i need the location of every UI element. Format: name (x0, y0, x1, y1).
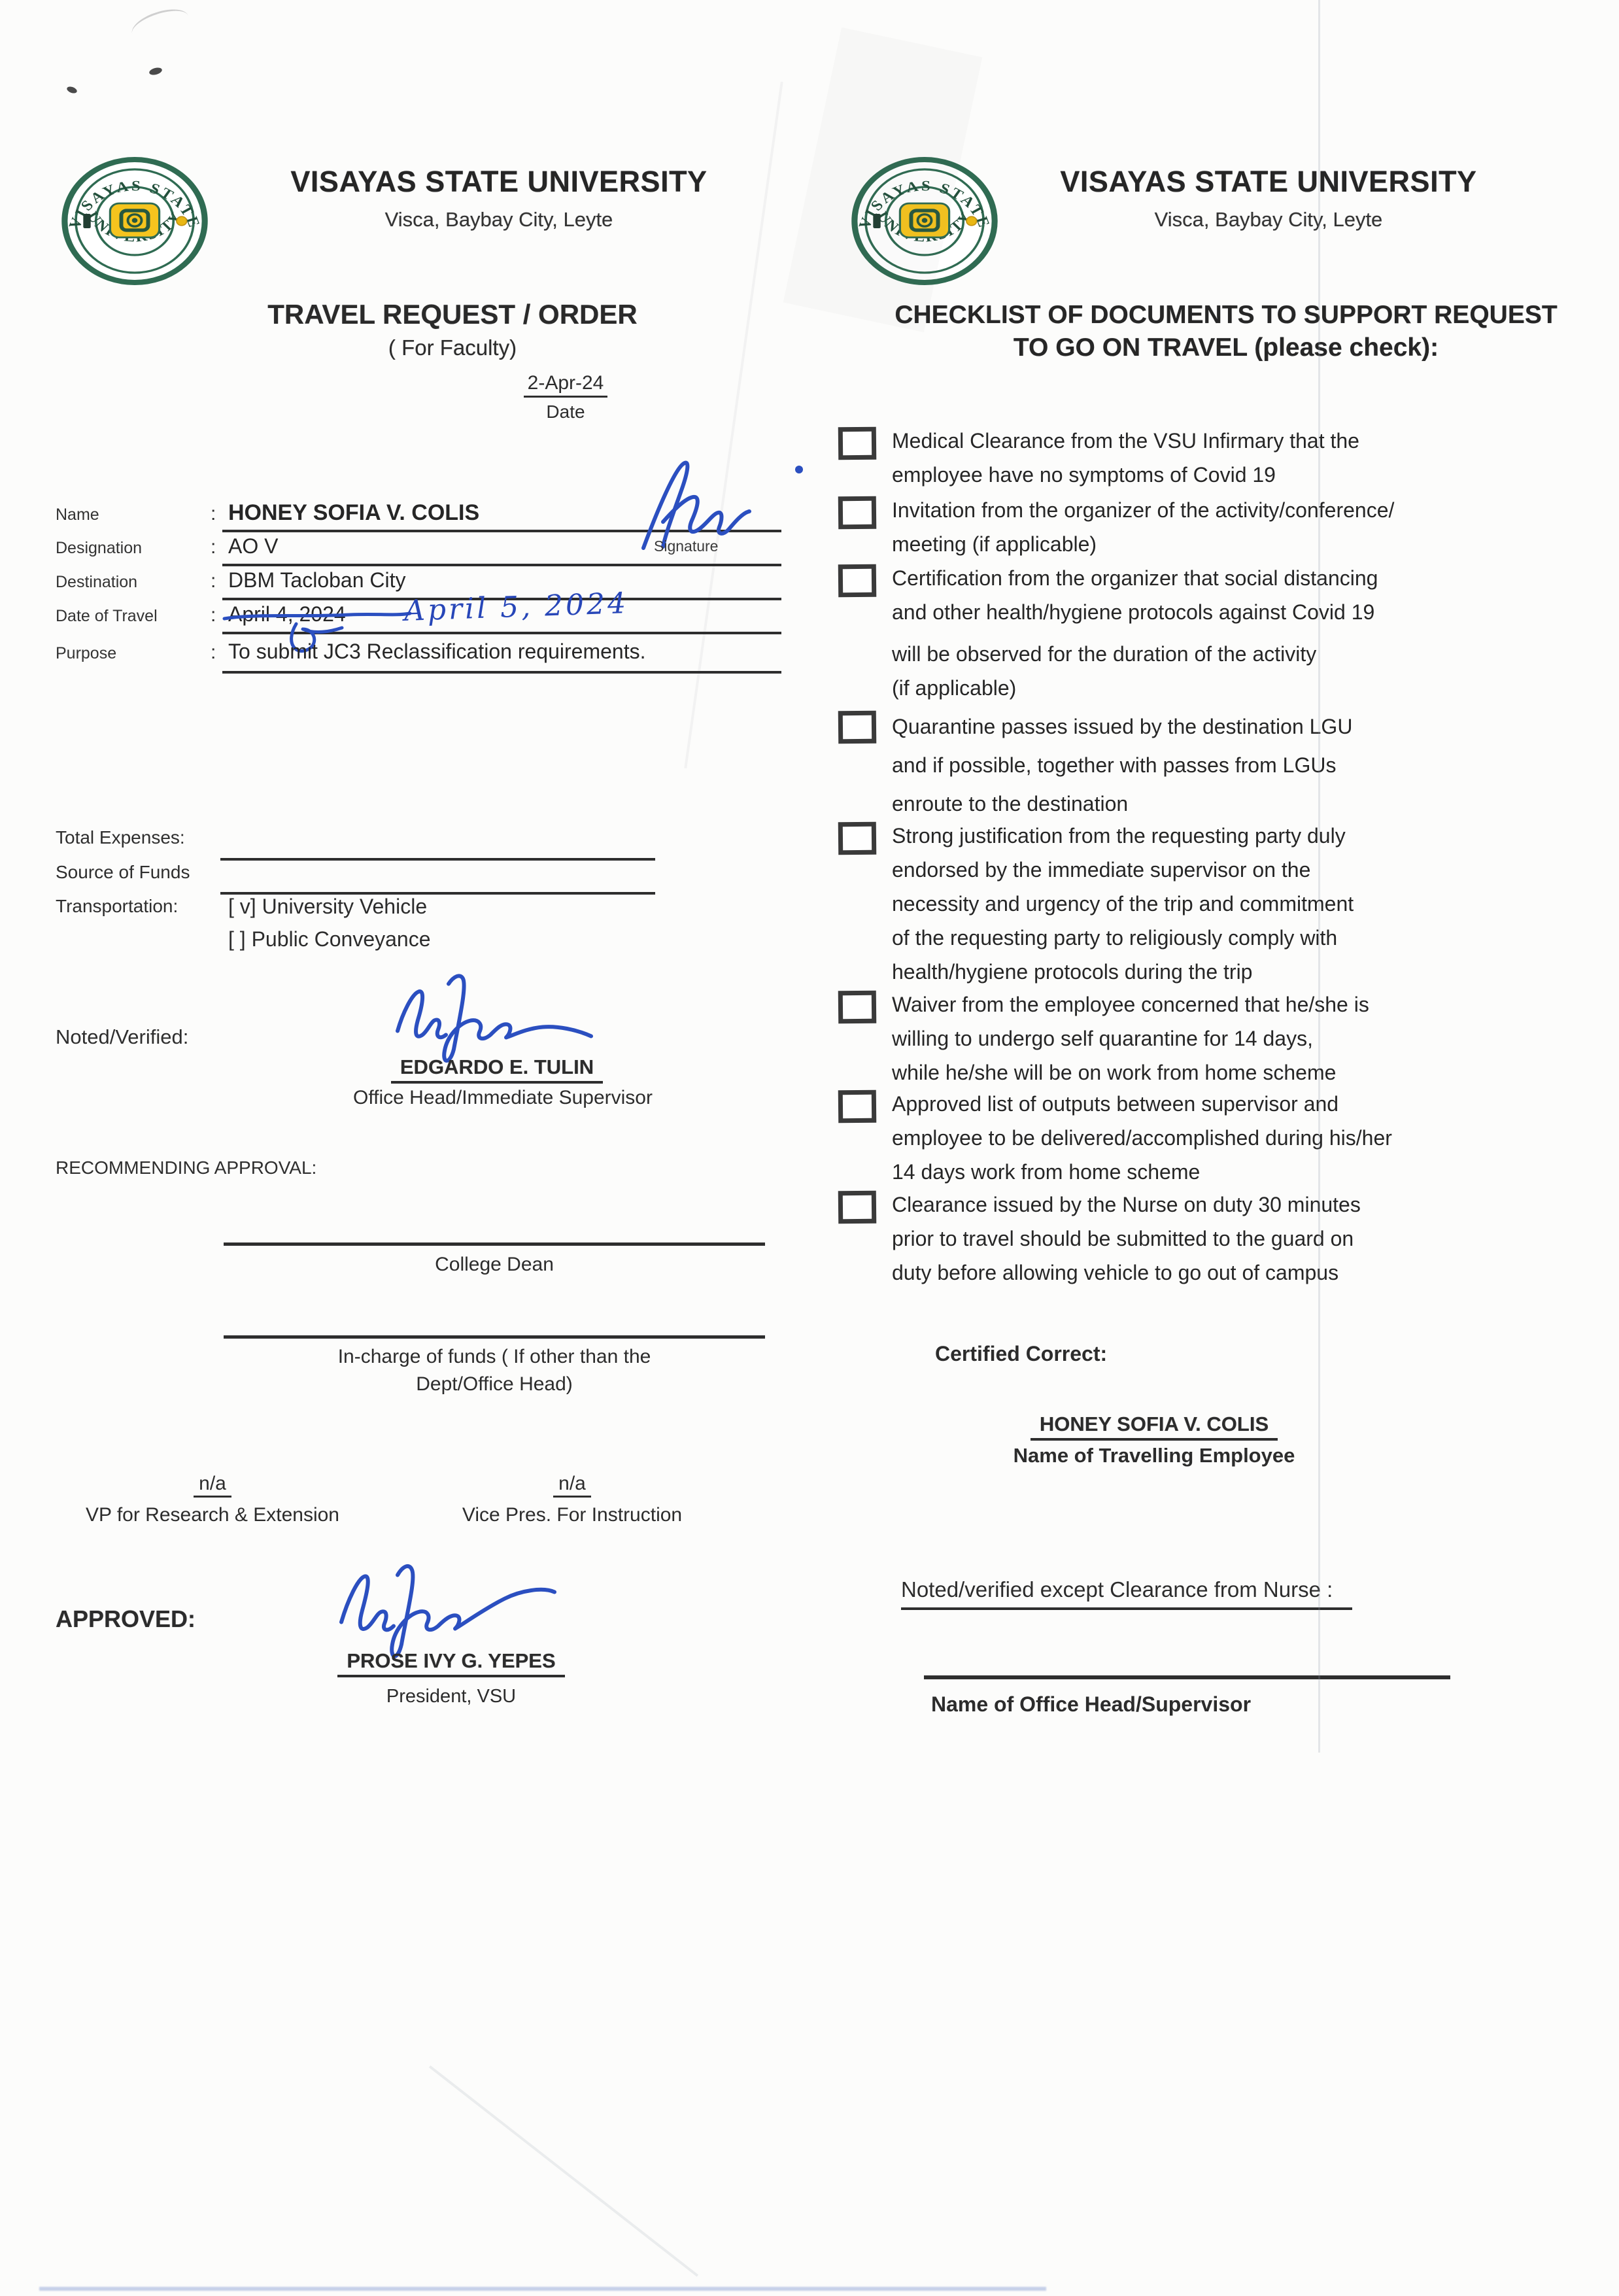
vsu-seal-logo-right (850, 156, 999, 286)
bottom-blue-smear (39, 2287, 1046, 2291)
checklist-header-line1: CHECKLIST OF DOCUMENTS TO SUPPORT REQUEST (895, 301, 1558, 329)
form-date-block (517, 372, 615, 422)
designation-row (56, 534, 278, 558)
travelling-employee-block (968, 1413, 1340, 1467)
designation-underline (222, 564, 781, 566)
checkbox-icon (838, 711, 877, 744)
president-name-block (307, 1649, 595, 1707)
checklist-item-text: Clearance issued by the Nurse on duty 30 minutes prior to travel should be submitted to the guard on duty before allowing vehicle to go out of campus (892, 1193, 1361, 1284)
checklist-item-text: Approved list of outputs between supervisor and employee to be delivered/accomplished during his/her 14 days work from home scheme (892, 1092, 1392, 1184)
incharge-label-line2: Dept/Office Head) (416, 1373, 573, 1395)
checklist-item-text: Strong justification from the requesting party duly endorsed by the immediate supervisor on the necessity and urgency of the trip and commitment of the requesting party to religiously comply with health/hygiene protocols during the trip (892, 824, 1354, 984)
checkbox-icon (838, 496, 877, 530)
checklist-item (838, 987, 1369, 1089)
checkbox-icon (838, 822, 877, 855)
name-label: Name (56, 505, 99, 524)
designation-label: Designation (56, 539, 143, 557)
president-signature-ink (327, 1545, 562, 1666)
form-title-block (256, 299, 649, 360)
form-date-value: 2-Apr-24 (524, 372, 608, 398)
college-dean-line (224, 1242, 765, 1246)
checklist-item (838, 1188, 1361, 1290)
checklist-item (838, 424, 1359, 492)
travel-date-old-value: April 4, 2024 (228, 602, 346, 626)
recommending-approval-label: RECOMMENDING APPROVAL: (56, 1157, 317, 1178)
ink-speck (148, 67, 163, 77)
checklist-item (838, 819, 1354, 989)
checklist-item-text: Waiver from the employee concerned that he/she is willing to undergo self quarantine for 14 days, while he/she will be on work from home scheme (892, 993, 1369, 1084)
vp-instruction-na: n/a (553, 1473, 591, 1498)
checklist-item (838, 1087, 1392, 1189)
total-expenses-underline (220, 858, 655, 861)
form-subtitle: ( For Faculty) (388, 335, 517, 360)
noted-verified-label: Noted/Verified: (56, 1025, 189, 1048)
colon: : (211, 604, 216, 626)
purpose-row (56, 640, 645, 664)
colon: : (211, 642, 216, 663)
transportation-label: Transportation: (56, 896, 179, 916)
university-address-right: Visca, Baybay City, Leyte (1154, 208, 1383, 231)
ink-speck (66, 86, 78, 95)
vp-instruction-label: Vice Pres. For Instruction (462, 1504, 683, 1526)
purpose-value: To submit JC3 Reclassification requirements. (228, 640, 646, 663)
colon: : (211, 503, 216, 524)
checklist-item (838, 708, 1352, 823)
checklist-item-text: Invitation from the organizer of the activity/conference/ meeting (if applicable) (892, 498, 1395, 556)
vp-instruction-block (425, 1473, 719, 1526)
travelling-employee-label: Name of Travelling Employee (1013, 1444, 1295, 1467)
supervisor-signature-ink (386, 956, 602, 1071)
colon: : (211, 536, 216, 558)
office-head-label: Name of Office Head/Supervisor (931, 1692, 1252, 1716)
vsu-seal-logo-left (60, 156, 209, 286)
checkbox-icon (838, 991, 877, 1024)
supervisor-name: EDGARDO E. TULIN (391, 1055, 603, 1084)
transport-option-university: [ v] University Vehicle (228, 895, 428, 918)
checklist-item-text: Medical Clearance from the VSU Infirmary that the employee have no symptoms of Covid 19 (892, 429, 1359, 487)
checkbox-icon (838, 564, 877, 598)
destination-label: Destination (56, 573, 138, 591)
vp-research-label: VP for Research & Extension (86, 1504, 339, 1526)
supervisor-title: Office Head/Immediate Supervisor (353, 1087, 653, 1108)
total-expenses-label: Total Expenses: (56, 827, 185, 848)
signature-label: Signature (654, 538, 719, 555)
university-address-left: Visca, Baybay City, Leyte (384, 208, 613, 231)
diagonal-crease-bottom (429, 2065, 698, 2276)
university-name-right: VISAYAS STATE UNIVERSITY (1060, 165, 1477, 198)
checkbox-icon (838, 1090, 877, 1123)
checkbox-icon (838, 1191, 877, 1224)
checklist-header-line2: TO GO ON TRAVEL (please check): (1013, 334, 1439, 362)
vp-research-block (56, 1473, 369, 1526)
incharge-line (224, 1335, 765, 1339)
name-value: HONEY SOFIA V. COLIS (228, 500, 480, 525)
purpose-underline (222, 671, 781, 674)
noted-except-label: Noted/verified except Clearance from Nurse : (901, 1577, 1352, 1610)
form-date-label: Date (546, 402, 585, 422)
college-dean-label: College Dean (435, 1254, 554, 1275)
form-title: TRAVEL REQUEST / ORDER (267, 299, 638, 330)
checklist-item (838, 561, 1378, 705)
checklist-item-text: Quarantine passes issued by the destination LGU and if possible, together with passes from LGUs enroute to the destination (892, 715, 1353, 815)
left-header (270, 165, 728, 231)
source-of-funds-label: Source of Funds (56, 862, 190, 882)
colon: : (211, 570, 216, 592)
name-row (56, 500, 479, 526)
office-head-line (924, 1675, 1450, 1679)
pen-scribble-mark (128, 3, 192, 46)
designation-value: AO V (228, 534, 279, 558)
purpose-label: Purpose (56, 644, 117, 662)
supervisor-name-block (353, 1055, 653, 1109)
travelling-employee-name: HONEY SOFIA V. COLIS (1031, 1413, 1278, 1441)
president-title: President, VSU (386, 1686, 517, 1707)
checklist-item (838, 493, 1394, 561)
checklist-header (837, 299, 1615, 364)
approved-label: APPROVED: (56, 1605, 196, 1632)
checkbox-icon (838, 427, 877, 460)
president-name: PROSE IVY G. YEPES (337, 1649, 564, 1677)
travel-date-handwritten-value: April 5, 2024 (403, 587, 629, 628)
checklist-item-text: Certification from the organizer that social distancing and other health/hygiene protocols against Covid 19 will be observed for the duration of the activity (if applicable) (892, 566, 1378, 700)
right-header (1040, 165, 1497, 231)
university-name-left: VISAYAS STATE UNIVERSITY (290, 165, 707, 198)
destination-value: DBM Tacloban City (228, 568, 406, 592)
travel-date-label: Date of Travel (56, 607, 158, 625)
transport-option-public: [ ] Public Conveyance (228, 927, 431, 951)
certified-correct-label: Certified Correct: (935, 1342, 1108, 1365)
vp-research-na: n/a (194, 1473, 231, 1498)
incharge-label-line1: In-charge of funds ( If other than the (337, 1346, 651, 1367)
